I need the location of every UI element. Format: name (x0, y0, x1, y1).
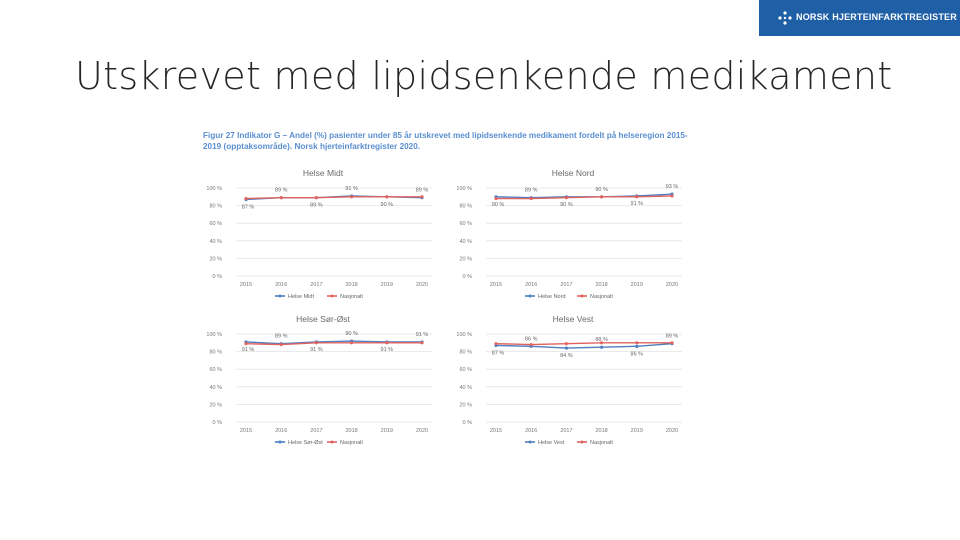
legend-label: Nasjonalt (340, 294, 363, 300)
y-tick-label: 20 % (459, 256, 472, 263)
y-tick-label: 60 % (209, 367, 222, 374)
y-tick-label: 20 % (209, 402, 222, 409)
legend-marker (279, 295, 282, 298)
y-tick-label: 80 % (459, 349, 472, 356)
legend-marker (581, 295, 584, 298)
y-tick-label: 40 % (459, 238, 472, 245)
data-label: 89 % (274, 187, 288, 194)
data-label: 89 % (274, 333, 288, 340)
data-label: 90 % (345, 331, 358, 338)
legend-label: Helse Nord (538, 294, 566, 300)
y-tick-label: 0 % (212, 420, 222, 426)
y-tick-label: 80 % (209, 203, 222, 210)
data-point (420, 341, 423, 344)
chart-helse-sor-ost (200, 308, 446, 452)
x-tick-label: 2020 (665, 282, 679, 288)
chart-title: Helse Nord (551, 168, 595, 178)
registry-logo (759, 0, 960, 36)
y-tick-label: 100 % (456, 332, 472, 338)
data-label: 90 % (595, 186, 608, 193)
data-label: 90 % (380, 201, 394, 208)
data-point (494, 197, 497, 200)
legend-marker (529, 295, 532, 298)
data-label: 86 % (630, 351, 644, 358)
x-tick-label: 2019 (630, 428, 643, 434)
y-tick-label: 40 % (209, 384, 222, 391)
x-tick-label: 2020 (665, 428, 679, 434)
x-tick-label: 2018 (595, 428, 608, 434)
figure-caption: Figur 27 Indikator G – Andel (%) pasienter under 85 år utskrevet med lipidsenkende medikament fordelt på helseregion 2015-2019 (opptaksområde). Norsk hjerteinfarktregister 2020. (203, 131, 688, 151)
y-tick-label: 0 % (212, 274, 222, 280)
data-label: 91 % (380, 346, 394, 353)
data-point (280, 196, 283, 199)
chart-title: Helse Midt (302, 168, 344, 178)
y-tick-label: 40 % (459, 384, 472, 391)
chart-helse-vest (450, 308, 696, 452)
data-label: 88 % (595, 337, 608, 344)
data-point (600, 346, 603, 349)
data-label: 91 % (630, 200, 644, 207)
data-point (350, 341, 353, 344)
chart-title: Helse Vest (552, 314, 594, 324)
legend-marker (581, 441, 584, 444)
data-label: 89 % (665, 333, 679, 340)
chart-title: Helse Sør-Øst (296, 314, 350, 324)
legend-label: Nasjonalt (590, 440, 613, 446)
x-tick-label: 2017 (310, 282, 323, 288)
data-point (244, 197, 247, 200)
x-tick-label: 2018 (345, 282, 358, 288)
x-tick-label: 2016 (525, 428, 538, 434)
chart-helse-nord (450, 162, 696, 306)
x-tick-label: 2018 (595, 282, 608, 288)
data-label: 93 % (665, 184, 679, 191)
x-tick-label: 2016 (275, 282, 288, 288)
data-label: 89 % (524, 187, 538, 194)
data-point (670, 194, 673, 197)
data-point (530, 343, 533, 346)
y-tick-label: 0 % (462, 274, 472, 280)
legend-marker (279, 441, 282, 444)
data-point (420, 195, 423, 198)
x-tick-label: 2017 (560, 282, 573, 288)
data-point (244, 342, 247, 345)
y-tick-label: 20 % (209, 256, 222, 263)
y-tick-label: 20 % (459, 402, 472, 409)
data-label: 91 % (241, 346, 255, 353)
data-label: 89 % (415, 187, 429, 194)
data-point (670, 341, 673, 344)
x-tick-label: 2017 (560, 428, 573, 434)
data-label: 84 % (560, 353, 573, 360)
data-point (350, 195, 353, 198)
y-tick-label: 100 % (206, 332, 222, 338)
legend-marker (529, 441, 532, 444)
x-tick-label: 2015 (489, 282, 503, 288)
x-tick-label: 2015 (489, 428, 503, 434)
x-tick-label: 2015 (239, 428, 253, 434)
y-tick-label: 40 % (209, 238, 222, 245)
data-point (565, 342, 568, 345)
data-point (600, 195, 603, 198)
heart-network-icon (777, 10, 793, 26)
data-point (280, 343, 283, 346)
data-point (635, 341, 638, 344)
data-point (565, 196, 568, 199)
slide-title: Utskrevet med lipidsenkende medikament (75, 54, 893, 98)
x-tick-label: 2016 (275, 428, 288, 434)
legend-label: Helse Sør-Øst (288, 440, 323, 446)
data-point (315, 196, 318, 199)
chart-helse-midt (200, 162, 446, 306)
data-label: 89 % (310, 202, 323, 209)
x-tick-label: 2017 (310, 428, 323, 434)
series-line-national (496, 343, 672, 345)
y-tick-label: 100 % (206, 186, 222, 192)
legend-label: Nasjonalt (590, 294, 613, 300)
data-label: 91 % (415, 331, 429, 338)
data-point (315, 341, 318, 344)
data-point (494, 342, 497, 345)
figure-image (198, 126, 698, 456)
legend-label: Helse Vest (538, 440, 565, 446)
x-tick-label: 2016 (525, 282, 538, 288)
data-point (635, 345, 638, 348)
y-tick-label: 80 % (459, 203, 472, 210)
y-tick-label: 60 % (459, 367, 472, 374)
x-tick-label: 2019 (380, 282, 393, 288)
data-point (385, 341, 388, 344)
data-label: 91 % (310, 346, 323, 353)
legend-marker (331, 441, 334, 444)
data-label: 91 % (345, 185, 358, 192)
y-tick-label: 80 % (209, 349, 222, 356)
legend-label: Nasjonalt (340, 440, 363, 446)
y-tick-label: 60 % (459, 221, 472, 228)
y-tick-label: 0 % (462, 420, 472, 426)
x-tick-label: 2020 (415, 282, 429, 288)
data-label: 86 % (524, 336, 538, 343)
x-tick-label: 2015 (239, 282, 253, 288)
x-tick-label: 2020 (415, 428, 429, 434)
data-label: 87 % (241, 204, 255, 211)
data-point (565, 346, 568, 349)
legend-marker (331, 295, 334, 298)
x-tick-label: 2019 (380, 428, 393, 434)
data-point (530, 197, 533, 200)
data-point (635, 195, 638, 198)
data-label: 90 % (560, 201, 573, 208)
x-tick-label: 2018 (345, 428, 358, 434)
data-point (385, 195, 388, 198)
legend-label: Helse Midt (288, 294, 314, 300)
y-tick-label: 100 % (456, 186, 472, 192)
logo-text: NORSK HJERTEINFARKTREGISTER (796, 12, 957, 22)
x-tick-label: 2019 (630, 282, 643, 288)
data-label: 90 % (491, 201, 505, 208)
data-label: 87 % (491, 350, 505, 357)
y-tick-label: 60 % (209, 221, 222, 228)
